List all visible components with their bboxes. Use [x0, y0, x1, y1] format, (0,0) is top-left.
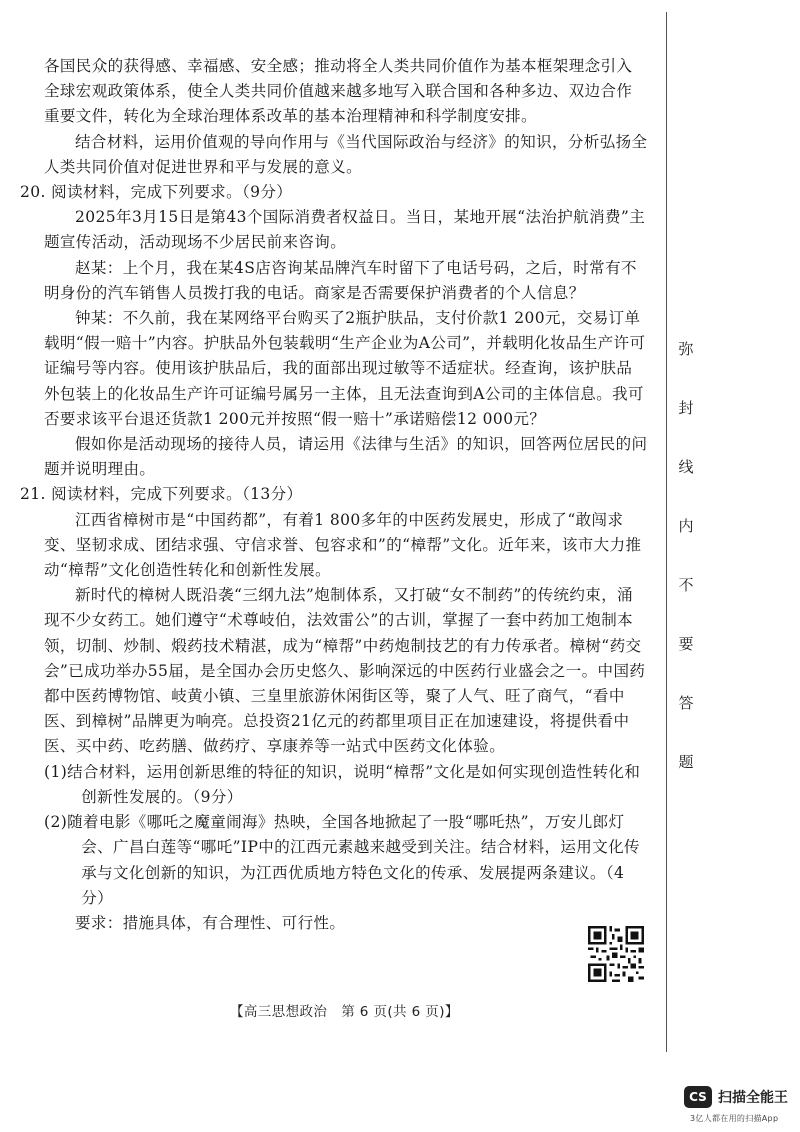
q21-paragraph: 江西省樟树市是“中国药都”，有着1 800多年的中医药发展史，形成了“敢闯求变、坚韧求成、团结求强、守信求誉、包容求和”的“樟帮”文化。近年来，该市大力推动“樟帮”文化创造性转化和创新性发展。: [44, 510, 642, 580]
question-content: [20, 54, 648, 936]
q20-paragraph: 钟某：不久前，我在某网络平台购买了2瓶护肤品，支付价款1 200元，交易订单载明“假一赔十”内容。护肤品外包装载明“生产企业为A公司”，并载明化妆品生产许可证编号等内容。使用该护肤品后，我的面部出现过敏等不适症状。经查询，该护肤品外包装上的化妆品生产许可证编号属另一主体，且无法查询到A公司的主体信息。我可否要求该平台退还货款1 200元并按照“假一赔十”承诺赔偿12 000元？: [44, 309, 646, 428]
q20-heading: 20. 阅读材料，完成下列要求。（9分）: [20, 183, 293, 202]
seal-char: 封: [678, 399, 694, 417]
seal-char: 不: [678, 576, 694, 594]
scanner-watermark: [684, 1086, 788, 1108]
app-name: 扫描全能王: [718, 1090, 788, 1106]
qr-code-icon[interactable]: [588, 926, 644, 982]
seal-char: 题: [678, 753, 694, 771]
seal-char: 要: [678, 635, 694, 653]
q21-subquestion-1: (1)结合材料，运用创新思维的特征的知识，说明“樟帮”文化是如何实现创造性转化和创新性发展的。（9分）: [44, 762, 641, 806]
q21-requirement: 要求：措施具体，有合理性、可行性。: [75, 913, 346, 932]
seal-line-notice: [674, 338, 698, 810]
seal-char: 内: [678, 517, 694, 535]
binding-line: [666, 12, 667, 1052]
q21-paragraph: 新时代的樟树人既沿袭“三纲九法”炮制体系，又打破“女不制药”的传统约束，涌现不少女药工。她们遵守“术尊岐伯，法效雷公”的古训，掌握了一套中药加工炮制本领，切制、炒制、煅药技术精湛，成为“樟帮”中药炮制技艺的有力传承者。樟树“药交会”已成功举办55届，是全国办会历史悠久、影响深远的中医药行业盛会之一。中国药都中医药博物馆、岐黄小镇、三皇里旅游休闲街区等，聚了人气、旺了商气，“看中医、到樟树”品牌更为响亮。总投资21亿元的药都里项目正在加速建设，将提供看中医、买中药、吃药膳、做药疗、享康养等一站式中医药文化体验。: [44, 586, 646, 756]
q21-heading: 21. 阅读材料，完成下列要求。（13分）: [20, 485, 303, 504]
q20-paragraph: 赵某：上个月，我在某4S店咨询某品牌汽车时留下了电话号码，之后，时常有不明身份的汽车销售人员拨打我的电话。商家是否需要保护消费者的个人信息？: [44, 258, 637, 302]
page-footer: 【高三思想政治 第 6 页(共 6 页)】: [230, 1004, 459, 1020]
q19-task: 结合材料，运用价值观的导向作用与《当代国际政治与经济》的知识，分析弘扬全人类共同价值对促进世界和平与发展的意义。: [44, 132, 648, 176]
seal-char: 线: [678, 458, 694, 476]
q21-subquestion-2: (2)随着电影《哪吒之魔童闹海》热映，全国各地掀起了一股“哪吒热”，万安儿郎灯会、广昌白莲等“哪吒”IP中的江西元素越来越受到关注。结合材料，运用文化传承与文化创新的知识，为江西优质地方特色文化的传承、发展提两条建议。（4分）: [44, 813, 640, 907]
app-tagline: 3亿人都在用的扫描App: [690, 1114, 779, 1123]
camscanner-logo-icon: CS: [684, 1086, 712, 1108]
q20-task: 假如你是活动现场的接待人员，请运用《法律与生活》的知识，回答两位居民的问题并说明理由。: [44, 435, 648, 479]
intro-paragraph: 各国民众的获得感、幸福感、安全感；推动将全人类共同价值作为基本框架理念引入全球宏观政策体系，使全人类共同价值越来越多地写入联合国和各种多边、双边合作重要文件，转化为全球治理体系改革的基本治理精神和科学制度安排。: [44, 57, 633, 126]
seal-char: 弥: [678, 340, 694, 358]
q20-paragraph: 2025年3月15日是第43个国际消费者权益日。当日，某地开展“法治护航消费”主题宣传活动，活动现场不少居民前来咨询。: [44, 208, 646, 252]
seal-char: 答: [678, 694, 694, 712]
